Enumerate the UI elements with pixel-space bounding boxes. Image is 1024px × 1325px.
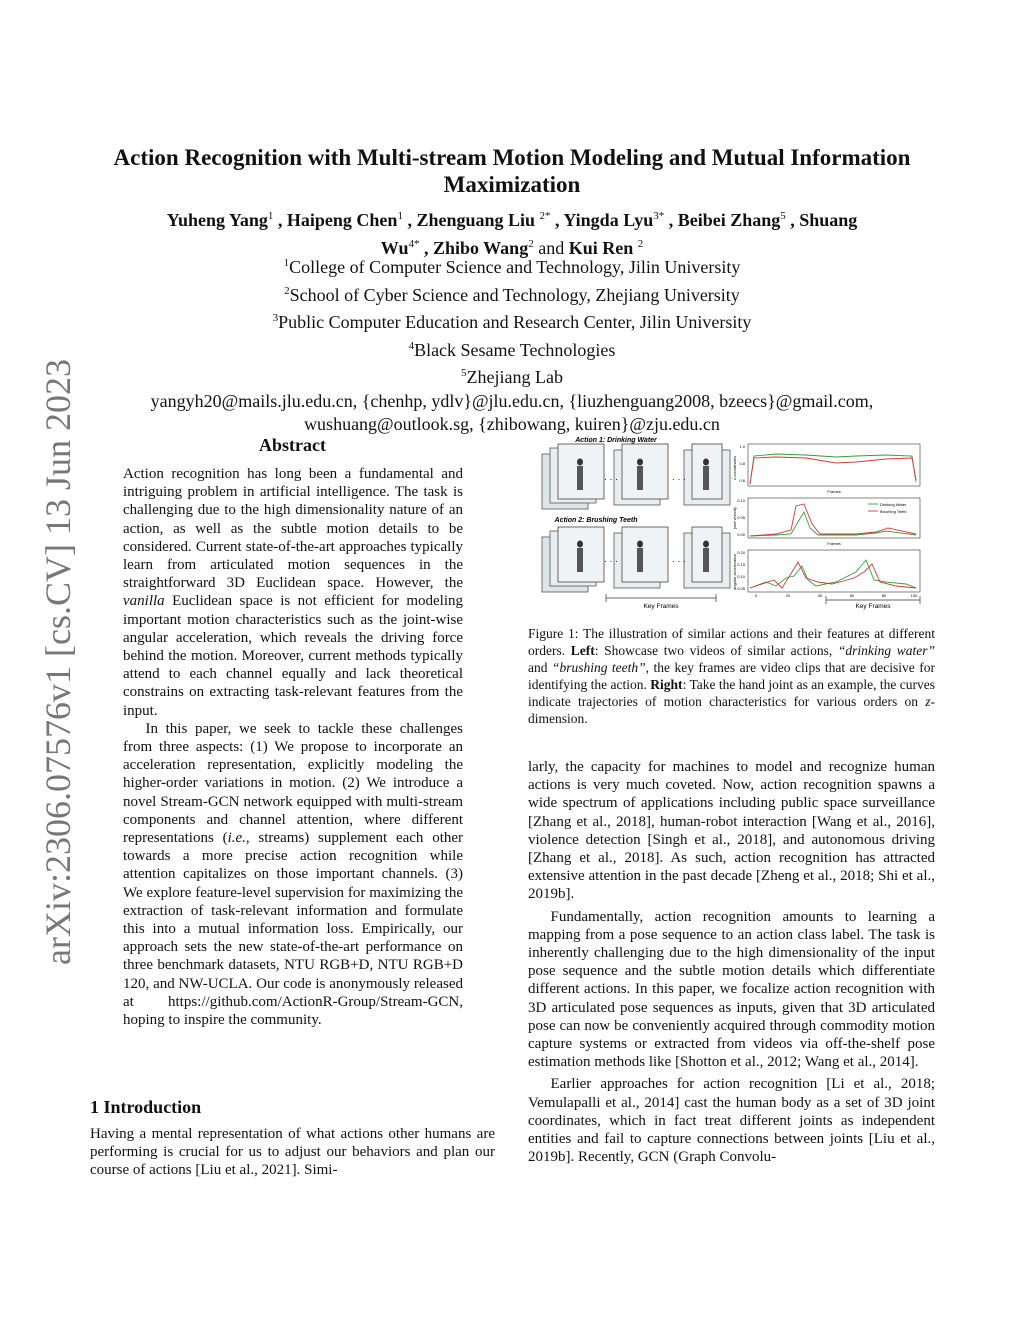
abstract-heading: Abstract	[259, 435, 326, 455]
svg-text:0.00: 0.00	[737, 532, 745, 537]
plot-angular-acceleration	[732, 550, 920, 598]
svg-text:Frames: Frames	[827, 489, 841, 494]
paper-title: Action Recognition with Multi-stream Motion Modeling and Mutual Information Maximization	[113, 145, 911, 197]
svg-text:· · ·: · · ·	[604, 474, 618, 484]
svg-text:100: 100	[910, 593, 918, 598]
svg-text:0: 0	[754, 593, 758, 598]
svg-text:joint velocity: joint velocity	[732, 507, 737, 529]
svg-text:0.20: 0.20	[737, 550, 745, 555]
svg-text:z-coordinates: z-coordinates	[732, 455, 737, 481]
author-list: Yuheng Yang$^1$ , Haipeng Chen$^1$ , Zhenguang Liu $^{2*}$ , Yingda Lyu$^{3*}$ , Beibei Zhang$^5$ , Shuang $Wu^{4*}$ , Zhibo Wang$^2$ and Kui Ren $^2$	[166, 210, 858, 258]
svg-text:· · ·: · · ·	[672, 556, 686, 566]
svg-text:angular acceleration: angular acceleration	[732, 553, 737, 591]
action2-frames	[542, 527, 730, 592]
key-frames-label-right: Key Frames	[855, 603, 891, 610]
action1-frames	[542, 444, 730, 509]
action2-label: Action 2: Brushing Teeth	[554, 517, 638, 524]
svg-text:· · ·: · · ·	[672, 474, 686, 484]
svg-text:Frames: Frames	[827, 541, 841, 546]
figure-1-caption: Figure 1: The illustration of similar actions and their features at different orders. Left: Showcase two videos of similar actions, “drinking water” and “brushing teeth”, the key frames are video clips that are decisive for identifying the action. Right: Take the hand joint as an example, the curves indicate trajectories of motion characteristics for various orders on z-dimension.	[528, 626, 935, 726]
svg-text:0.10: 0.10	[737, 498, 745, 503]
arxiv-stamp: arXiv:2306.07576v1 [cs.CV] 13 Jun 2023	[38, 359, 78, 965]
svg-text:0.10: 0.10	[737, 574, 745, 579]
legend-drinking: Drinking Water	[880, 502, 907, 507]
svg-text:60: 60	[849, 593, 855, 598]
svg-text:0.6: 0.6	[739, 478, 745, 483]
svg-text:40: 40	[817, 593, 823, 598]
emails: yangyh20@mails.jlu.edu.cn, {chenhp, ydlv}@jlu.edu.cn, {liuzhenguang2008, bzeecs}@gmail.com,	[150, 390, 874, 411]
abstract-body: Action recognition has long been a fundamental and intriguing problem in artificial intelligence. The task is challenging due to the high dimensionality nature of an action, as well as the subtle motion details to be considered. Current state-of-the-art approaches typically learn from articulated motion sequences in the straightforward 3D Euclidean space. However, the vanilla Euclidean space is not efficient for modeling important motion characteristics such as the joint-wise angular acceleration, which reveals the driving force behind the motion. Moreover, current methods typically attend to each channel equally and lack theoretical constrains on extracting task-relevant features from the input. In this paper, we seek to tackle these challenges from three aspects: (1) We propose to incorporate an acceleration representation, explicitly modeling the higher-order variations in motion. (2) We introduce a novel Stream-GCN network equipped with multi-stream components and channel attention, where different representations (i.e., streams) supplement each other towards a more precise action recognition while attention capitalizes on those important channels. (3) We explore feature-level supervision for maximizing the extraction of task-relevant information and formulate this into a mutual information loss. Empirically, our approach sets the new state-of-the-art performance on three benchmark datasets, NTU RGB+D, NTU RGB+D 120, and NW-UCLA. Our code is anonymously released at https://github.com/ActionR-Group/Stream-GCN, hoping to inspire the community.	[123, 466, 464, 1029]
intro-paragraphs-right: larly, the capacity for machines to model and recognize human actions is very much coveted. Now, action recognition spawns a wide spectrum of applications including public space surveillance [Zhang et al., 2018], human-robot interaction [Wang et al., 2016], violence detection [Singh et al., 2018], and autonomous driving [Zhang et al., 2018]. As such, action recognition has attracted extensive attention in the past decade [Zheng et al., 2018; Shi et al., 2019b]. Fundamentally, action recognition amounts to learning a mapping from a pose sequence to an action class label. The task is inherently challenging due to the high dimensionality of the input pose sequence and the subtle motion details which differentiate different actions. In this paper, we focalize action recognition with 3D articulated pose sequences as inputs, given that 3D articulated pose can now be conveniently acquired through commodity motion capture systems or extracted from videos via off-the-shelf pose estimation methods like [Shotton et al., 2012; Wang et al., 2014]. Earlier approaches for action recognition [Li et al., 2018; Vemulapalli et al., 2014] cast the human body as a set of 3D joint coordinates, which in fact treat different joints as independent entities and fail to capture connections between joints [Liu et al., 2019b]. Recently, GCN (Graph Convolu-	[528, 759, 935, 1166]
intro-paragraph-left: Having a mental representation of what actions other humans are performing is crucial for us to adjust our behaviors and plan our course of actions [Liu et al., 2021]. Simi-	[90, 1126, 495, 1179]
svg-text:20: 20	[785, 593, 791, 598]
action1-label: Action 1: Drinking Water	[575, 437, 657, 444]
plot-joint-velocity	[732, 498, 920, 546]
figure-1	[536, 432, 936, 612]
svg-text:1.0: 1.0	[739, 444, 745, 449]
intro-heading: 1 Introduction	[90, 1097, 202, 1117]
svg-text:0.8: 0.8	[739, 461, 745, 466]
svg-text:0.05: 0.05	[737, 515, 745, 520]
plot-z-coordinates	[732, 444, 920, 494]
key-frames-label: Key Frames	[643, 603, 679, 610]
legend-brushing: Brushing Teeth	[880, 509, 907, 514]
figure-1-graphic	[536, 432, 936, 612]
svg-text:· · ·: · · ·	[604, 556, 618, 566]
affiliations: $^1$College of Computer Science and Technology, Jilin University $^2$School of Cyber Science and Technology, Zhejiang University $^3$Public Computer Education and Research Center, Jilin University $^4$Black Sesame Technologies $^5$Zhejiang Lab yangyh20@mails.jlu.edu.cn, {chenhp, ydlv}@jlu.edu.cn, {liuzhenguang2008, bzeecs}@gmail.com, wushuang@outlook.sg, {zhibowang, kuiren}@zju.edu.cn	[80, 252, 944, 437]
svg-text:0.05: 0.05	[737, 586, 745, 591]
svg-text:80: 80	[881, 593, 887, 598]
svg-text:0.15: 0.15	[737, 562, 745, 567]
